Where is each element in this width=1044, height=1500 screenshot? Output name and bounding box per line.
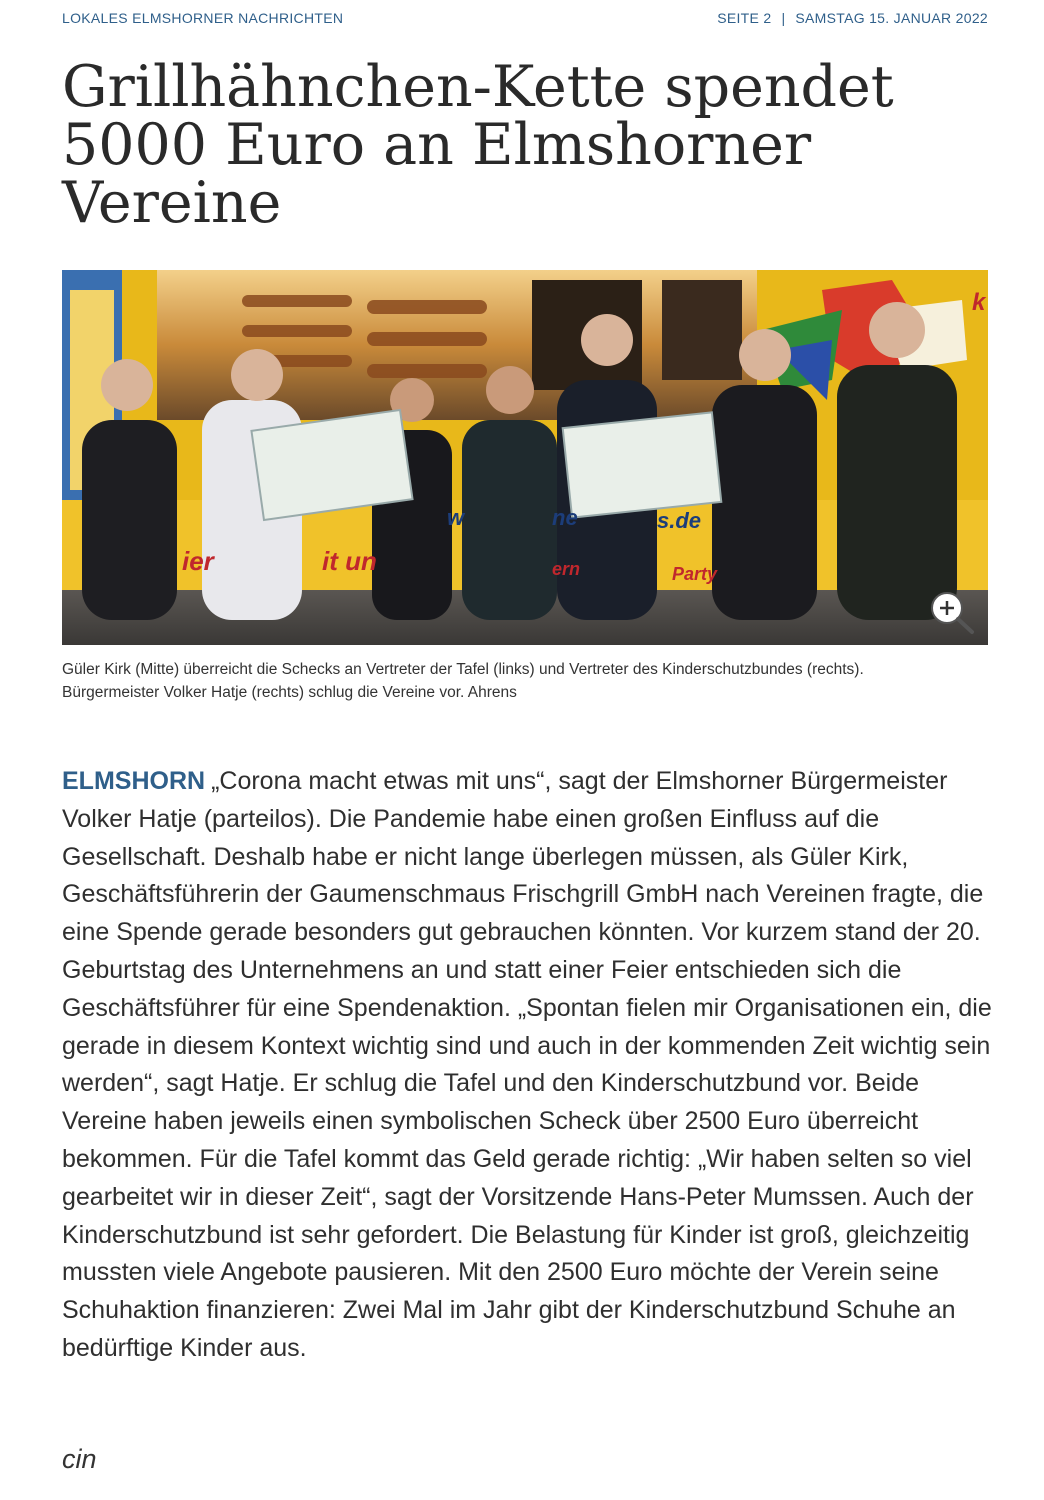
header-separator: | [781, 10, 786, 26]
truck-text-1: ier [182, 546, 214, 576]
page-number: SEITE 2 [717, 10, 772, 26]
truck-text-8: k [972, 289, 986, 316]
dateline: ELMSHORN [62, 767, 206, 795]
photo-illustration [62, 270, 988, 645]
caption-line: Güler Kirk (Mitte) überreicht die Schecks an Vertreter der Tafel (links) und Vertreter des Kinderschutzbundes (rechts). [62, 661, 864, 678]
article-headline: Grillhähnchen-Kette spendet 5000 Euro an Elmshorner Vereine [62, 54, 894, 236]
author-signature: cin [62, 1444, 97, 1474]
issue-date: SAMSTAG 15. JANUAR 2022 [795, 10, 988, 26]
truck-text-6: ern [552, 559, 581, 579]
truck-text-7: Party [672, 564, 718, 584]
caption-line: Bürgermeister Volker Hatje (rechts) schlug die Vereine vor. Ahrens [62, 684, 517, 701]
truck-text-3: w [447, 505, 465, 530]
truck-text-4: ne [552, 505, 578, 530]
truck-text-2: it un [322, 546, 377, 576]
truck-text-5: s.de [657, 508, 702, 533]
article-body-text: „Corona macht etwas mit uns“, sagt der Elmshorner Bürgermeister Volker Hatje (parteilos). Die Pandemie habe einen großen Einfluss auf die Gesellschaft. Deshalb habe er nicht lange überlegen müssen, als Güler Kirk, Geschäftsführerin der Gaumenschmaus Frischgrill GmbH nach Vereinen fragte, die eine Spende gerade besonders gut gebrauchen könnten. Vor kurzem stand der 20. Geburtstag des Unternehmens an und statt einer Feier entschieden sich die Geschäftsführer für eine Spendenaktion. „Spontan fielen mir Organisationen ein, die gerade in diesem Kontext wichtig sind und auch in der kommenden Zeit wichtig sein werden“, sagt Hatje. Er schlug die Tafel und den Kinderschutzbund vor. Beide Vereine haben jeweils einen symbolischen Scheck über 2500 Euro überreicht bekommen. Für die Tafel kommt das Geld gerade richtig: „Wir haben selten so viel gearbeitet wir in dieser Zeit“, sagt der Vorsitzende Hans-Peter Mumssen. Auch der Kinderschutzbund ist sehr gefordert. Die Belastung für Kinder ist groß, gleichzeitig mussten viele Angebote pausieren. Mit den 2500 Euro möchte der Verein seine Schuhaktion finanzieren: Zwei Mal im Jahr gibt der Kinderschutzbund Schuhe an bedürftige Kinder aus. [62, 767, 992, 1362]
issue-info [717, 10, 988, 26]
article-body [62, 763, 992, 1368]
article-photo [62, 270, 988, 645]
section-label: LOKALES ELMSHORNER NACHRICHTEN [62, 10, 344, 26]
photo-caption [62, 658, 992, 704]
